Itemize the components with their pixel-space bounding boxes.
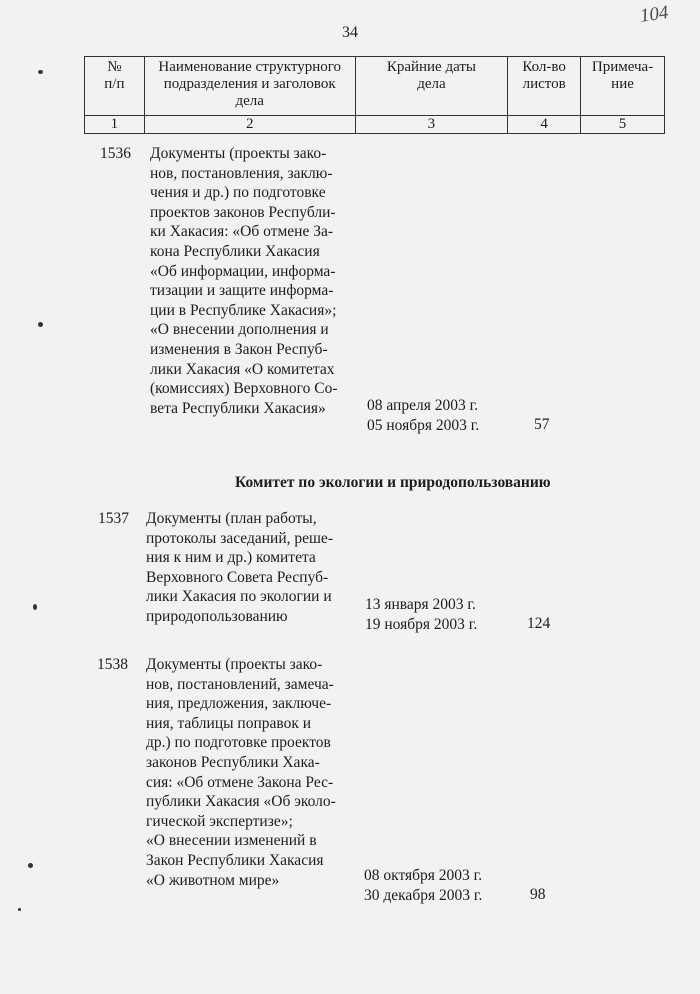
col-header-title: Наименование структурного подразделения и заголовок дела (144, 57, 355, 116)
record-text: Документы (проекты зако- нов, постановления, заклю- чения и др.) по подготовке проектов законов Республи- ки Хакасия: «Об отмене За- кона Республики Хакасия «Об информации, информа- тизации и защите информа- ции в Республике Хакасия»; «О внесении дополнения и изменения в Закон Респуб- лики Хакасия «О комитетах (комиссиях) Верховного Со- вета Республики Хакасия» (150, 145, 338, 417)
scan-speck (33, 604, 37, 610)
page-number: 34 (342, 24, 358, 41)
record-dates: 08 октября 2003 г. 30 декабря 2003 г. (364, 867, 483, 904)
col-header-sheets: Кол-во листов (508, 57, 581, 116)
record-number: 1536 (100, 145, 131, 162)
record-sheets: 98 (530, 886, 546, 903)
record-sheets: 57 (534, 416, 550, 433)
table-header (84, 56, 665, 134)
scan-speck (28, 863, 33, 868)
scan-speck (38, 322, 43, 327)
col-index-4: 4 (508, 116, 581, 134)
handwritten-sheet-number: 104 (638, 2, 670, 27)
record-dates: 13 января 2003 г. 19 ноября 2003 г. (365, 596, 478, 633)
record-dates: 08 апреля 2003 г. 05 ноября 2003 г. (367, 397, 480, 434)
col-header-number: № п/п (85, 57, 145, 116)
col-index-2: 2 (144, 116, 355, 134)
col-header-notes: Примеча- ние (581, 57, 665, 116)
scan-speck (38, 70, 43, 74)
record-text: Документы (план работы, протоколы заседаний, реше- ния к ним и др.) комитета Верховного Совета Респуб- лики Хакасия по экологии и природопользованию (146, 510, 333, 625)
section-title: Комитет по экологии и природопользованию (235, 474, 551, 491)
record-text: Документы (проекты зако- нов, постановлений, замеча- ния, предложения, заключе- ния, таблицы поправок и др.) по подготовке проектов законов Республики Хака- сия: «Об отмене Закона Рес- публики Хакасия «Об эколо- гической экспертизе»; «О внесении изменений в Закон Республики Хакасия «О животном мире» (146, 656, 336, 889)
record-sheets: 124 (527, 615, 551, 632)
scan-speck (18, 908, 21, 911)
col-index-5: 5 (581, 116, 665, 134)
col-index-1: 1 (85, 116, 145, 134)
record-number: 1537 (98, 510, 129, 527)
col-header-dates: Крайние даты дела (355, 57, 508, 116)
record-number: 1538 (97, 656, 128, 673)
col-index-3: 3 (355, 116, 508, 134)
